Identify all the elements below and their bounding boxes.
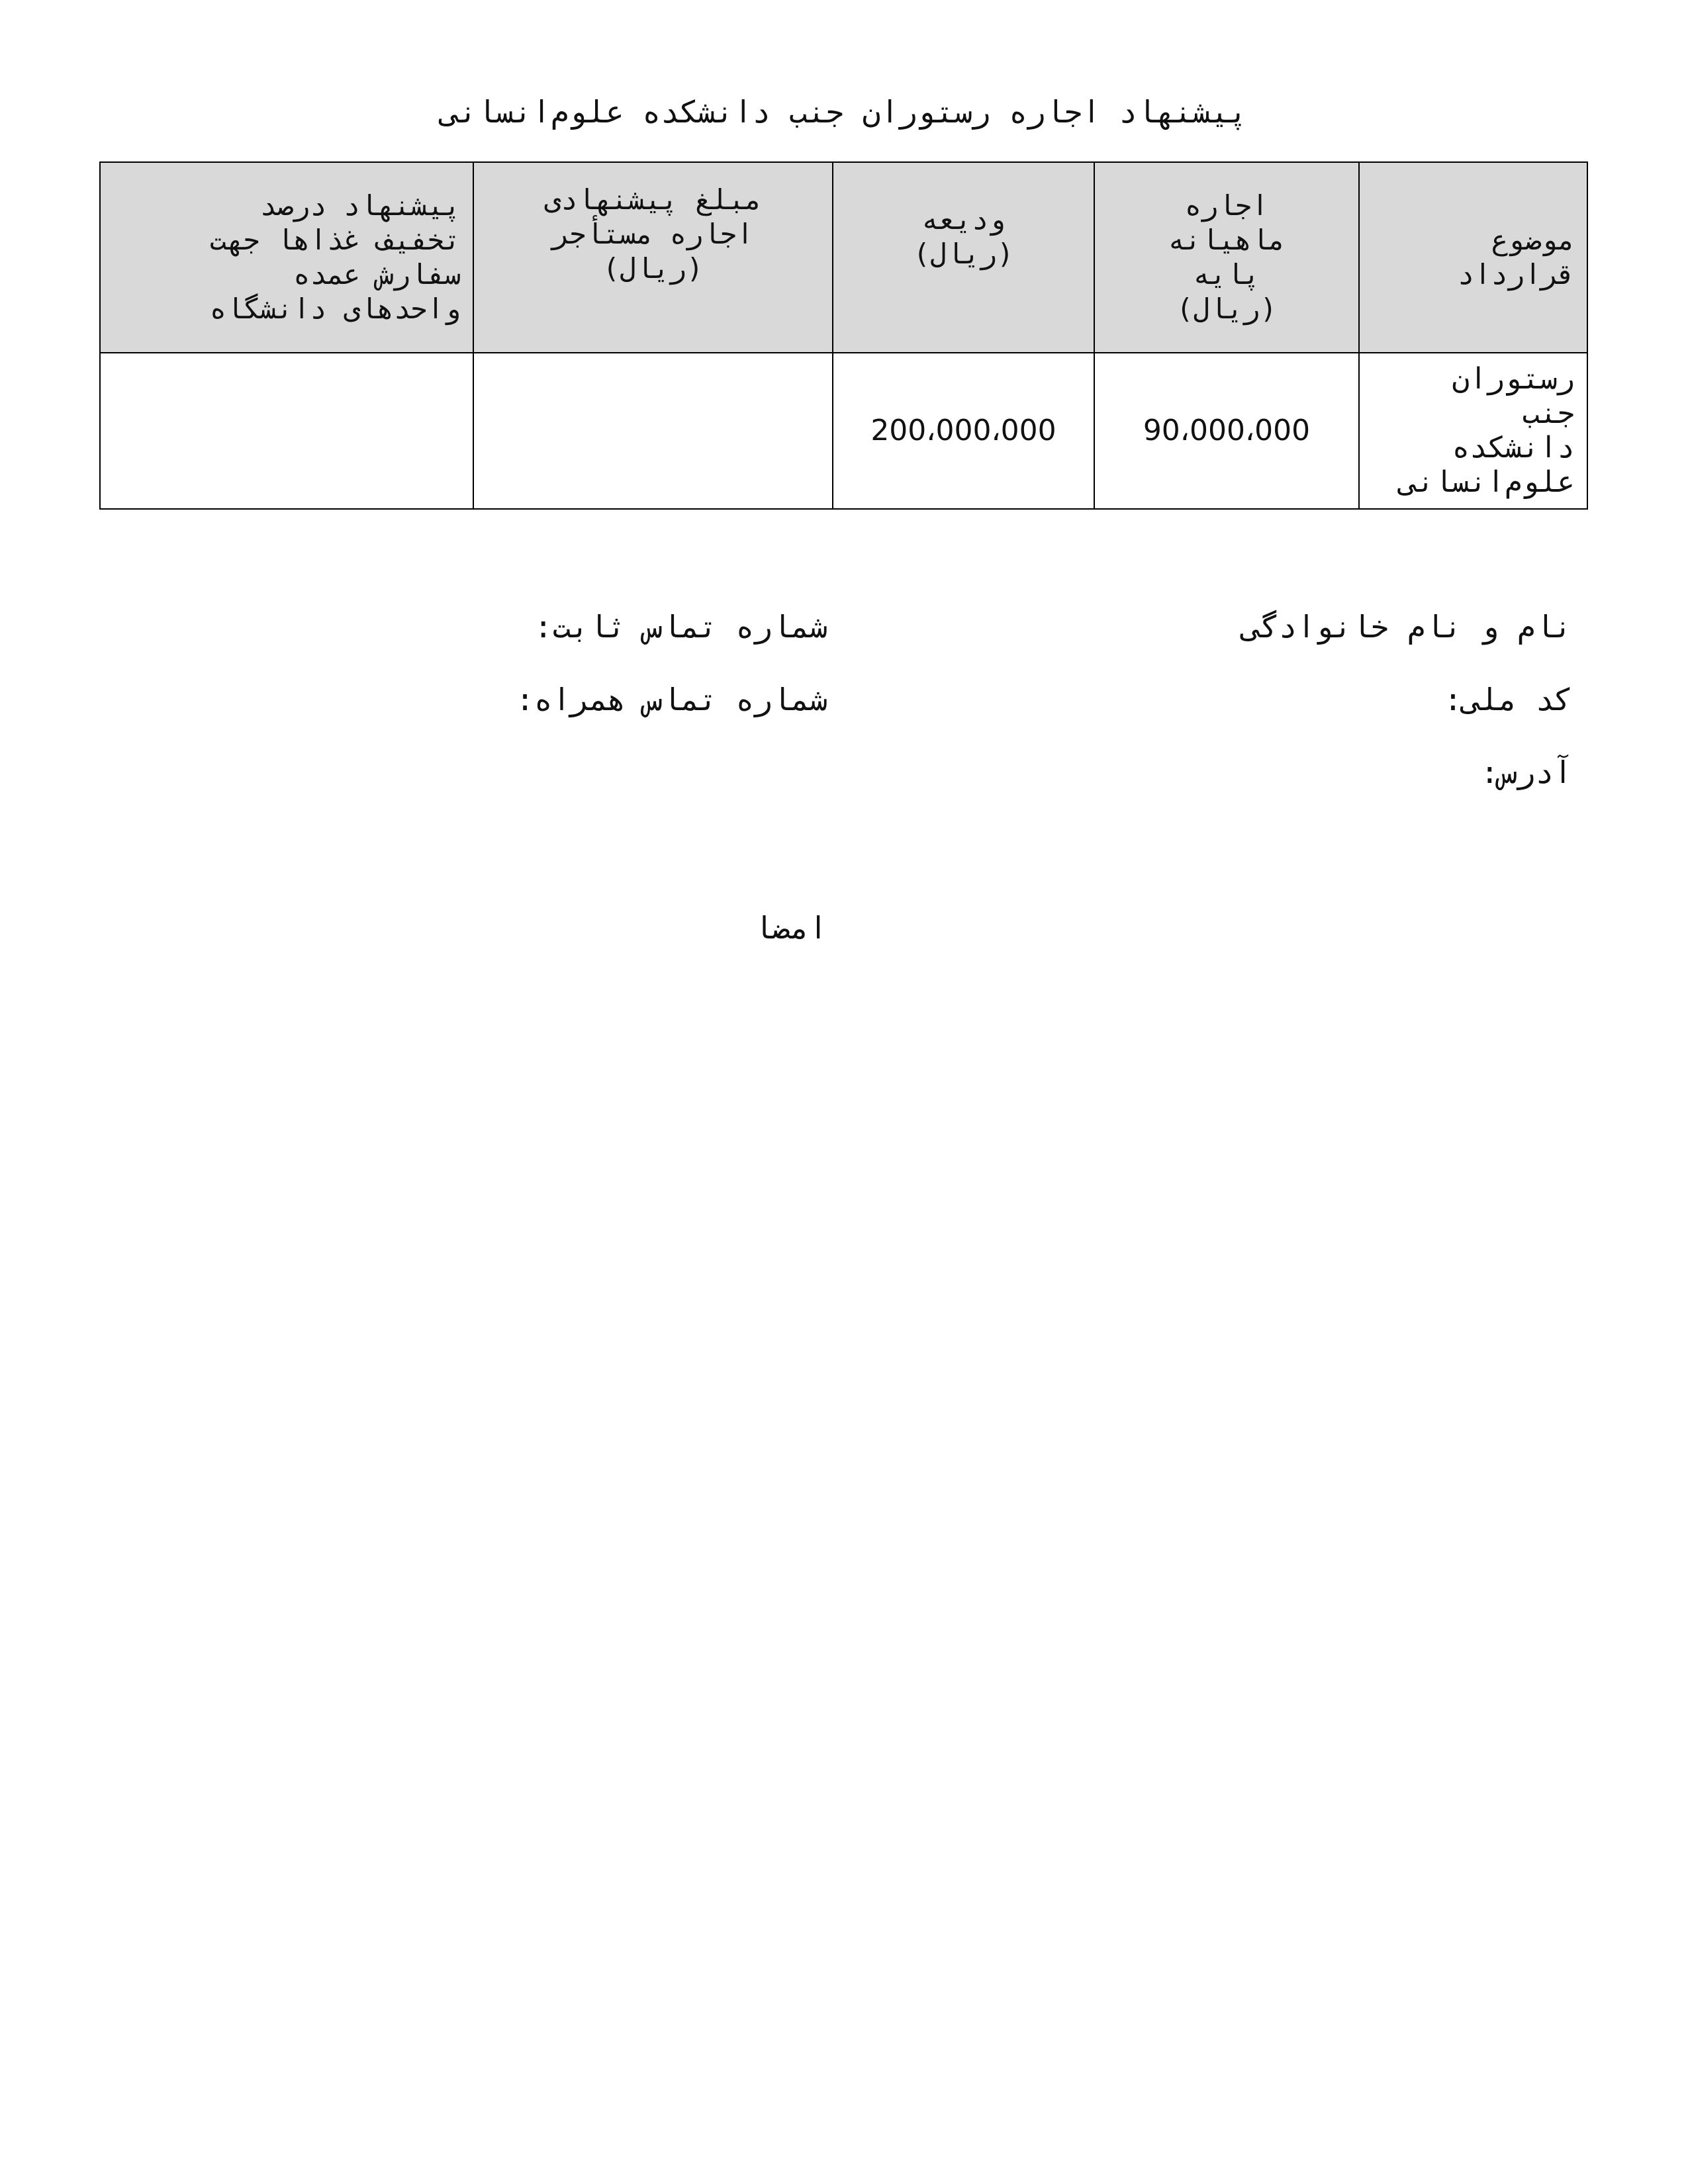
offer-table xyxy=(99,161,1588,510)
mobile-label: شماره تماس همراه: xyxy=(516,682,827,717)
cell-base-monthly-rent: 90،000،000 xyxy=(1094,353,1359,509)
header-line: اجاره xyxy=(1184,189,1269,222)
header-line: اجاره مستأجر xyxy=(552,218,754,250)
header-line: مبلغ پیشنهادی xyxy=(544,183,762,216)
header-line: (ریال) xyxy=(602,252,704,285)
cell-line: جنب xyxy=(1522,396,1575,430)
header-line: تخفیف غذاها جهت xyxy=(209,224,461,256)
national-code-label: کد ملی: xyxy=(1444,682,1572,717)
address-label: آدرس: xyxy=(1480,754,1572,790)
document-title: پیشنهاد اجاره رستوران جنب دانشکده علوم‌انسانی xyxy=(440,94,1248,130)
header-proposed-rent xyxy=(473,162,833,353)
header-line: پیشنهاد درصد xyxy=(259,189,461,222)
header-line: ماهیانه xyxy=(1168,224,1286,256)
full-name-label: نام و نام خانوادگی xyxy=(1242,609,1572,645)
cell-line: دانشکده xyxy=(1452,431,1575,465)
cell-proposed-rent[interactable] xyxy=(473,353,833,509)
header-line: واحدهای دانشگاه xyxy=(209,293,461,325)
cell-line: علوم‌انسانی xyxy=(1399,465,1575,499)
header-deposit xyxy=(833,162,1094,353)
header-base-monthly-rent xyxy=(1094,162,1359,353)
signature-label: امضا xyxy=(754,910,827,946)
cell-deposit: 200،000،000 xyxy=(833,353,1094,509)
header-line: قرارداد xyxy=(1457,258,1575,291)
table-row xyxy=(100,353,1587,509)
header-line: سفارش عمده xyxy=(293,258,461,291)
header-line: ودیعه xyxy=(921,203,1006,236)
header-line: موضوع xyxy=(1491,224,1575,256)
header-line: پایه xyxy=(1193,258,1260,291)
cell-line: رستوران xyxy=(1452,362,1575,396)
header-line: (ریال) xyxy=(913,238,1014,270)
cell-discount-offer[interactable] xyxy=(100,353,473,509)
landline-label: شماره تماس ثابت: xyxy=(534,609,827,645)
header-line: (ریال) xyxy=(1176,293,1277,325)
table-header-row xyxy=(100,162,1587,353)
header-discount-offer xyxy=(100,162,473,353)
header-contract-subject xyxy=(1359,162,1587,353)
cell-contract-subject xyxy=(1359,353,1587,509)
